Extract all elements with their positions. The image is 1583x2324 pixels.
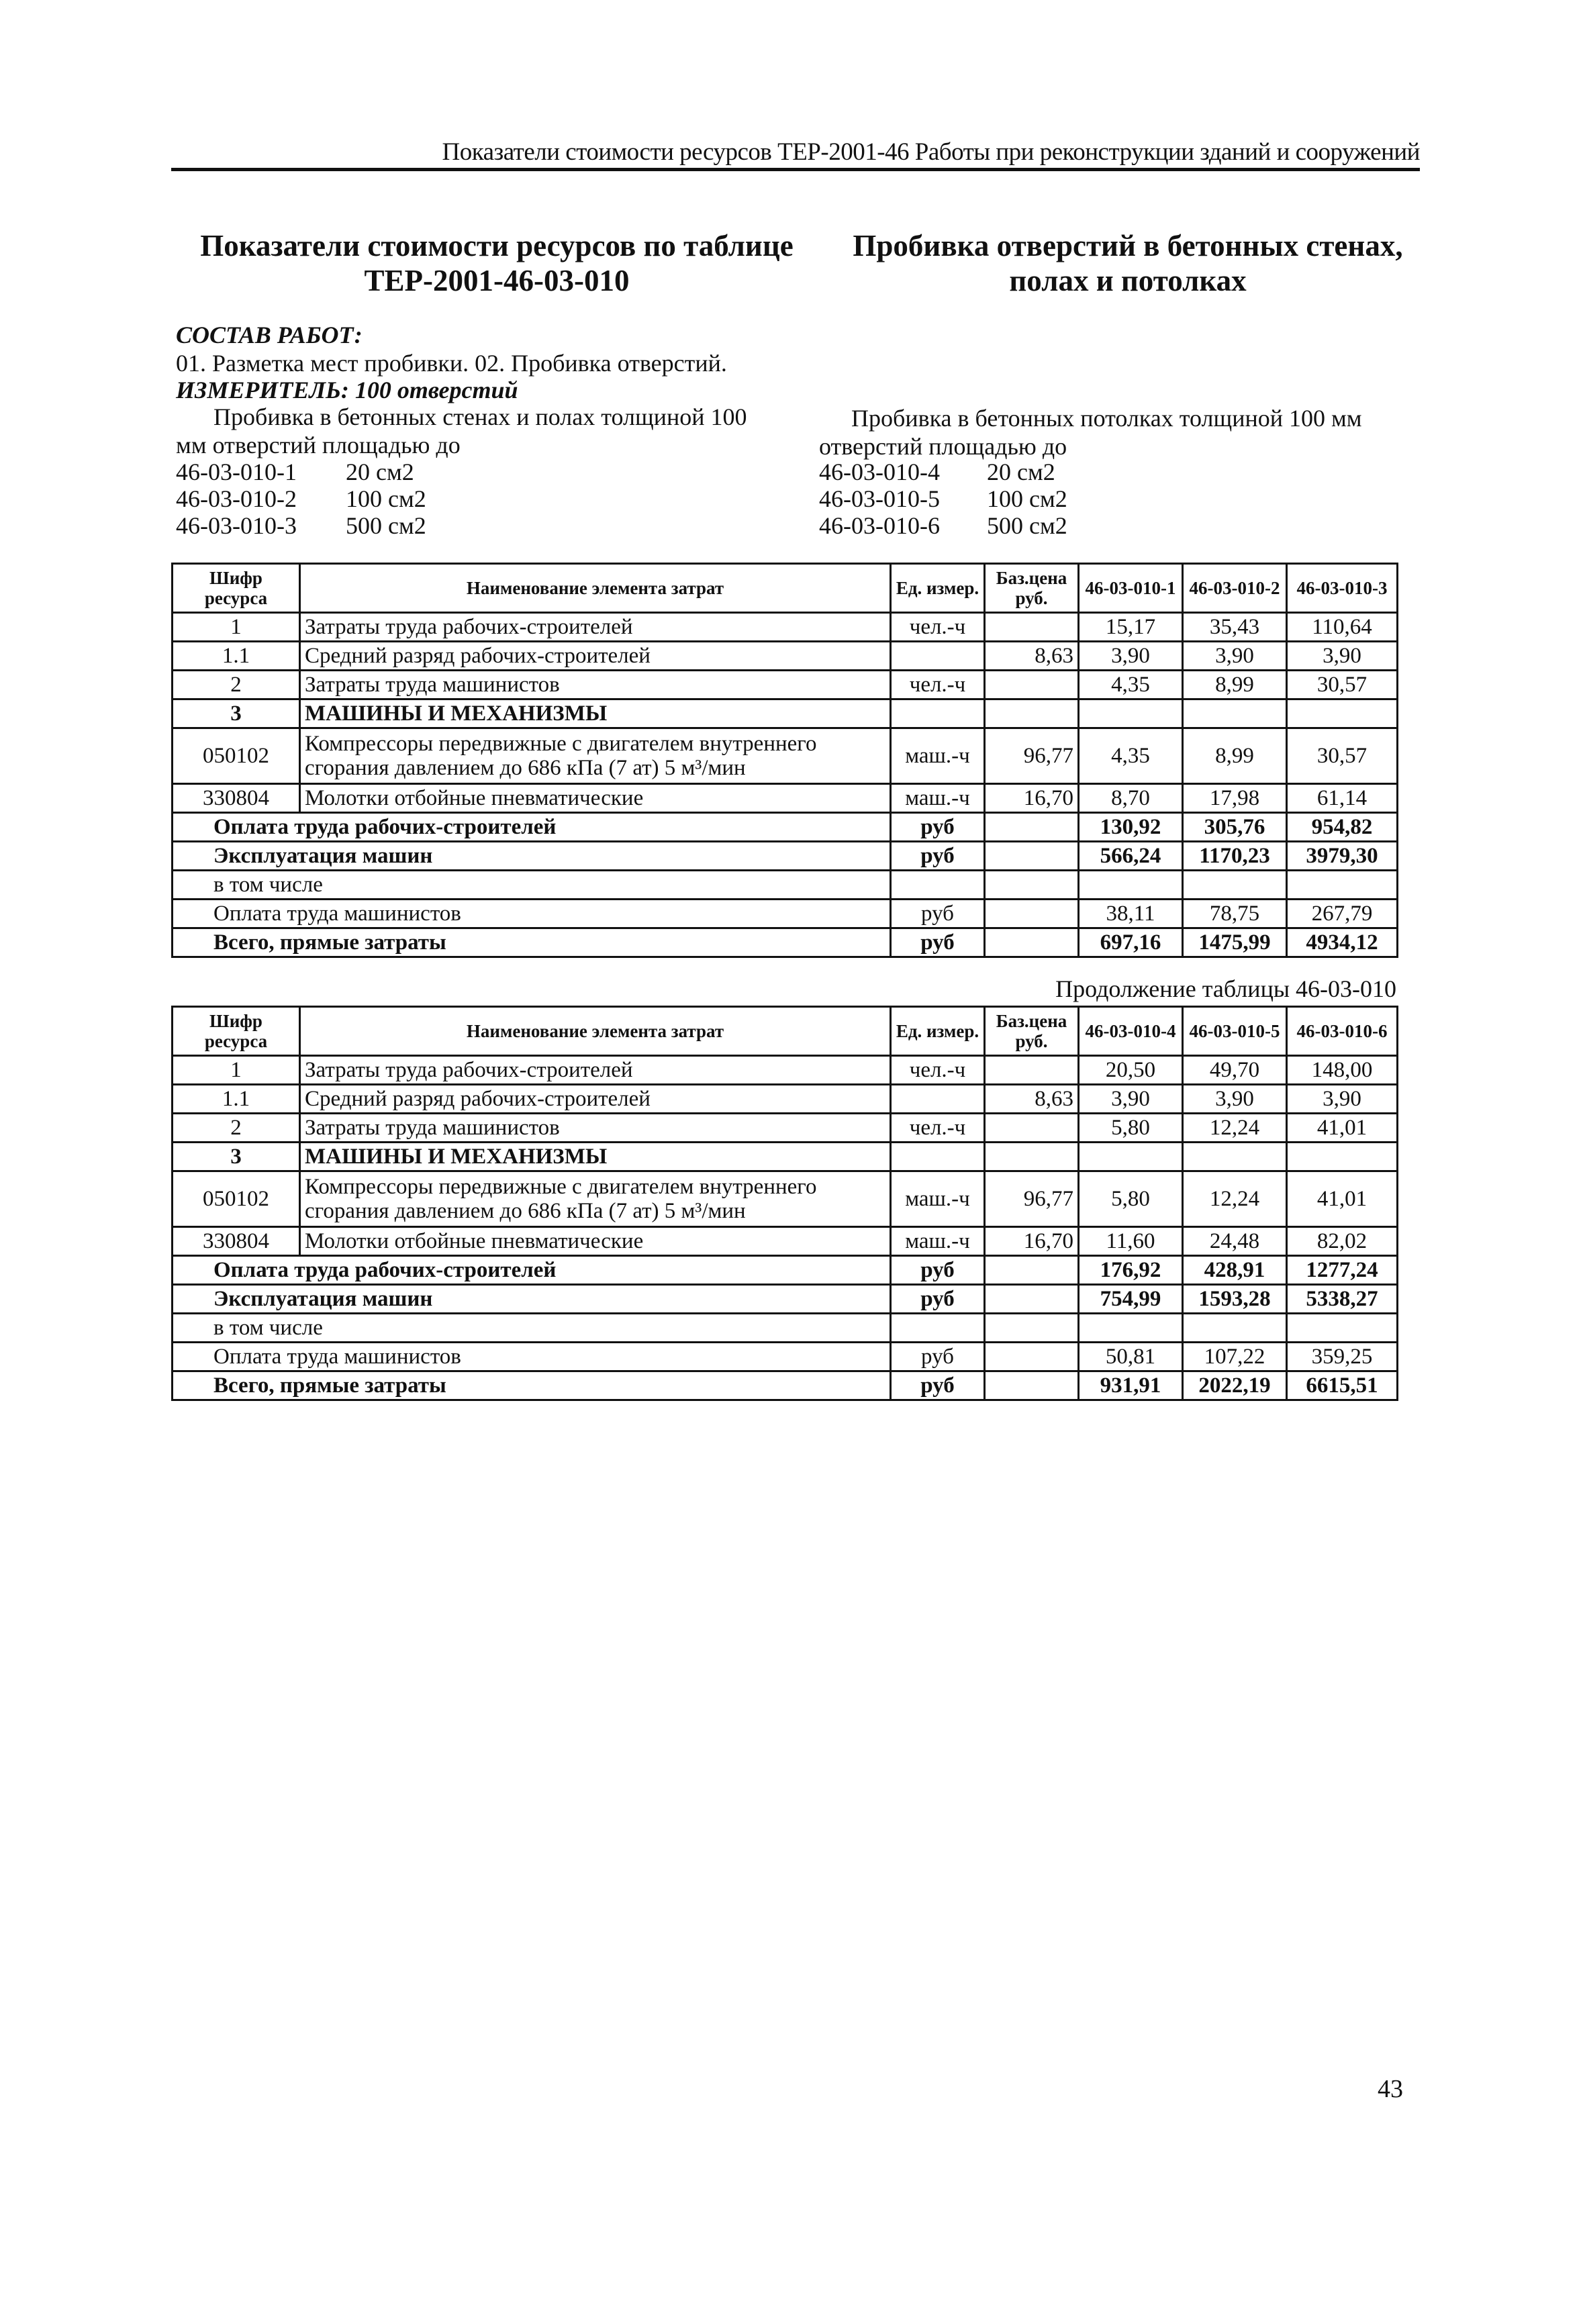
table-row	[173, 1114, 1398, 1143]
code-left-3: 46-03-010-3	[176, 512, 297, 539]
table-cell: маш.-ч	[891, 784, 985, 813]
total-label: Эксплуатация машин	[173, 842, 891, 871]
table-cell: 6615,51	[1287, 1371, 1398, 1400]
table-cell: 2	[173, 671, 300, 699]
table-cell: чел.-ч	[891, 1056, 985, 1085]
table-cell: 3,90	[1079, 642, 1183, 671]
table-total-row	[173, 842, 1398, 871]
table-cell	[985, 1056, 1079, 1085]
table-cell	[1079, 871, 1183, 900]
table-row	[173, 642, 1398, 671]
table-cell: 1277,24	[1287, 1256, 1398, 1285]
table-cell: 176,92	[1079, 1256, 1183, 1285]
table-cell: 50,81	[1079, 1343, 1183, 1371]
table-cell: 5338,27	[1287, 1285, 1398, 1314]
table-cell: 38,11	[1079, 900, 1183, 928]
table-cell: 1	[173, 1056, 300, 1085]
table-row	[173, 1227, 1398, 1256]
left-description: Пробивка в бетонных стенах и полах толщиной 100 мм отверстий площадью до	[176, 403, 747, 458]
table-row	[173, 1056, 1398, 1085]
table-cell: 3	[173, 1143, 300, 1171]
table-cell	[1183, 871, 1287, 900]
table-row	[173, 1085, 1398, 1114]
table-row	[173, 699, 1398, 728]
table-cell: 15,17	[1079, 613, 1183, 642]
table-total-row	[173, 871, 1398, 900]
table-cell: 41,01	[1287, 1171, 1398, 1227]
table-cell: 954,82	[1287, 813, 1398, 842]
table-total-row	[173, 1314, 1398, 1343]
table-cell: чел.-ч	[891, 1114, 985, 1143]
works-text: 01. Разметка мест пробивки. 02. Пробивка отверстий.	[176, 350, 727, 377]
table-cell	[1079, 1143, 1183, 1171]
resource-table-1	[171, 563, 1398, 958]
table-cell: МАШИНЫ И МЕХАНИЗМЫ	[300, 699, 891, 728]
table-cell: Затраты труда машинистов	[300, 1114, 891, 1143]
running-header: Показатели стоимости ресурсов ТЕР-2001-46 Работы при реконструкции зданий и сооружений	[442, 138, 1420, 166]
table-cell: 754,99	[1079, 1285, 1183, 1314]
table-cell: 8,99	[1183, 728, 1287, 784]
table-cell: 30,57	[1287, 671, 1398, 699]
area-left-3: 500 см2	[346, 512, 426, 539]
table-cell: 1	[173, 613, 300, 642]
table-cell: 24,48	[1183, 1227, 1287, 1256]
table-cell: 8,63	[985, 642, 1079, 671]
table-cell: 16,70	[985, 784, 1079, 813]
table-cell	[985, 900, 1079, 928]
table-cell: Затраты труда рабочих-строителей	[300, 613, 891, 642]
table-cell: 2022,19	[1183, 1371, 1287, 1400]
table-cell: руб	[891, 813, 985, 842]
table-cell	[1183, 1314, 1287, 1343]
table-cell	[985, 1343, 1079, 1371]
code-right-1: 46-03-010-4	[819, 458, 940, 485]
table-cell: 130,92	[1079, 813, 1183, 842]
header-rule	[171, 168, 1420, 171]
table-cell: руб	[891, 842, 985, 871]
table-cell	[1183, 1143, 1287, 1171]
table-total-row	[173, 1285, 1398, 1314]
area-right-2: 100 см2	[987, 485, 1067, 512]
col-header: 46-03-010-6	[1287, 1007, 1398, 1056]
table-cell: 4934,12	[1287, 928, 1398, 957]
table-cell	[985, 1114, 1079, 1143]
total-label: Оплата труда машинистов	[173, 1343, 891, 1371]
table-cell: 3,90	[1183, 642, 1287, 671]
table-cell: 330804	[173, 1227, 300, 1256]
code-left-1: 46-03-010-1	[176, 458, 297, 485]
table-cell	[985, 1371, 1079, 1400]
area-left-2: 100 см2	[346, 485, 426, 512]
table-total-row	[173, 1256, 1398, 1285]
table-cell: Средний разряд рабочих-строителей	[300, 1085, 891, 1114]
col-header: 46-03-010-4	[1079, 1007, 1183, 1056]
table-header-row	[173, 1007, 1398, 1056]
table-cell: 3,90	[1287, 1085, 1398, 1114]
area-left-1: 20 см2	[346, 458, 414, 485]
table-cell: Молотки отбойные пневматические	[300, 1227, 891, 1256]
table-cell	[1287, 1314, 1398, 1343]
col-header: Баз.цена руб.	[985, 1007, 1079, 1056]
table-cell: 20,50	[1079, 1056, 1183, 1085]
table-cell: 107,22	[1183, 1343, 1287, 1371]
table-cell	[985, 671, 1079, 699]
total-label: в том числе	[173, 871, 891, 900]
table-cell: 16,70	[985, 1227, 1079, 1256]
table-row	[173, 784, 1398, 813]
title-left: Показатели стоимости ресурсов по таблице ТЕР-2001-46-03-010	[200, 229, 794, 297]
total-label: Всего, прямые затраты	[173, 1371, 891, 1400]
col-header: Шифр ресурса	[173, 564, 300, 613]
table-cell: маш.-ч	[891, 1227, 985, 1256]
table-cell	[891, 871, 985, 900]
col-header: Баз.цена руб.	[985, 564, 1079, 613]
title-right: Пробивка отверстий в бетонных стенах, полах и потолках	[853, 229, 1403, 297]
col-header: 46-03-010-5	[1183, 1007, 1287, 1056]
table-cell: руб	[891, 1343, 985, 1371]
table-total-row	[173, 1343, 1398, 1371]
table-cell: руб	[891, 1285, 985, 1314]
table-cell: 61,14	[1287, 784, 1398, 813]
table-cell: 1170,23	[1183, 842, 1287, 871]
col-header: Наименование элемента затрат	[300, 1007, 891, 1056]
table-cell: 78,75	[1183, 900, 1287, 928]
table-cell: 8,99	[1183, 671, 1287, 699]
table-cell: чел.-ч	[891, 671, 985, 699]
col-header: 46-03-010-1	[1079, 564, 1183, 613]
table-cell	[891, 1085, 985, 1114]
code-left-2: 46-03-010-2	[176, 485, 297, 512]
table-total-row	[173, 928, 1398, 957]
table-cell	[891, 1314, 985, 1343]
table-cell: 96,77	[985, 728, 1079, 784]
table-cell: руб	[891, 1371, 985, 1400]
table-cell: 8,63	[985, 1085, 1079, 1114]
table-cell	[1079, 699, 1183, 728]
table-cell: 12,24	[1183, 1171, 1287, 1227]
table-cell: 428,91	[1183, 1256, 1287, 1285]
table-cell: 697,16	[1079, 928, 1183, 957]
col-header: 46-03-010-3	[1287, 564, 1398, 613]
col-header: 46-03-010-2	[1183, 564, 1287, 613]
table-cell: 305,76	[1183, 813, 1287, 842]
table-cell: 931,91	[1079, 1371, 1183, 1400]
table-cell: 5,80	[1079, 1114, 1183, 1143]
table-cell: 1.1	[173, 1085, 300, 1114]
table-cell: 96,77	[985, 1171, 1079, 1227]
table-cell: Средний разряд рабочих-строителей	[300, 642, 891, 671]
table-cell	[891, 1143, 985, 1171]
table-cell: 3979,30	[1287, 842, 1398, 871]
table-cell	[1287, 871, 1398, 900]
table-cell: 566,24	[1079, 842, 1183, 871]
table-cell	[891, 642, 985, 671]
table-cell: 4,35	[1079, 728, 1183, 784]
table-cell: 1593,28	[1183, 1285, 1287, 1314]
col-header: Ед. измер.	[891, 1007, 985, 1056]
table-cell: 148,00	[1287, 1056, 1398, 1085]
table-cell	[985, 871, 1079, 900]
total-label: в том числе	[173, 1314, 891, 1343]
table-cell: 30,57	[1287, 728, 1398, 784]
table-cell: маш.-ч	[891, 1171, 985, 1227]
table-cell: руб	[891, 1256, 985, 1285]
meter-label: ИЗМЕРИТЕЛЬ: 100 отверстий	[176, 377, 518, 403]
table-cell: 330804	[173, 784, 300, 813]
table-cell	[1079, 1314, 1183, 1343]
table-cell: 359,25	[1287, 1343, 1398, 1371]
table-row	[173, 613, 1398, 642]
table-cell: 1475,99	[1183, 928, 1287, 957]
table-cell	[891, 699, 985, 728]
table-cell: Затраты труда машинистов	[300, 671, 891, 699]
table-row	[173, 728, 1398, 784]
table-cell	[985, 1256, 1079, 1285]
table-cell: чел.-ч	[891, 613, 985, 642]
total-label: Всего, прямые затраты	[173, 928, 891, 957]
table-cell	[985, 842, 1079, 871]
page-number: 43	[1378, 2075, 1403, 2103]
table-cell: 5,80	[1079, 1171, 1183, 1227]
table-cell: руб	[891, 928, 985, 957]
col-header: Шифр ресурса	[173, 1007, 300, 1056]
table-cell: 3	[173, 699, 300, 728]
table-row	[173, 1143, 1398, 1171]
table-cell	[985, 1143, 1079, 1171]
table-row	[173, 671, 1398, 699]
right-description: Пробивка в бетонных потолках толщиной 100 мм отверстий площадью до	[819, 405, 1362, 460]
table-cell: 12,24	[1183, 1114, 1287, 1143]
area-right-1: 20 см2	[987, 458, 1055, 485]
table-cell: Молотки отбойные пневматические	[300, 784, 891, 813]
table-total-row	[173, 900, 1398, 928]
table-cell: 17,98	[1183, 784, 1287, 813]
table-cell: руб	[891, 900, 985, 928]
total-label: Оплата труда рабочих-строителей	[173, 813, 891, 842]
table-cell: 49,70	[1183, 1056, 1287, 1085]
table-cell: 82,02	[1287, 1227, 1398, 1256]
col-header: Наименование элемента затрат	[300, 564, 891, 613]
table-cell	[985, 1314, 1079, 1343]
table-cell	[1287, 699, 1398, 728]
table-cell	[985, 613, 1079, 642]
table-cell: 3,90	[1287, 642, 1398, 671]
table-cell: 1.1	[173, 642, 300, 671]
table-cell: 35,43	[1183, 613, 1287, 642]
table-cell	[985, 813, 1079, 842]
table-cell: 41,01	[1287, 1114, 1398, 1143]
table-cell: 3,90	[1183, 1085, 1287, 1114]
code-right-3: 46-03-010-6	[819, 512, 940, 539]
table-cell	[985, 928, 1079, 957]
code-right-2: 46-03-010-5	[819, 485, 940, 512]
table-cell	[1183, 699, 1287, 728]
table-cell: 4,35	[1079, 671, 1183, 699]
table-cell: 8,70	[1079, 784, 1183, 813]
col-header: Ед. измер.	[891, 564, 985, 613]
table-cell: 050102	[173, 728, 300, 784]
table-cell: 3,90	[1079, 1085, 1183, 1114]
continuation-label: Продолжение таблицы 46-03-010	[1055, 975, 1396, 1002]
area-right-3: 500 см2	[987, 512, 1067, 539]
table-total-row	[173, 813, 1398, 842]
table-cell: Компрессоры передвижные с двигателем внутреннего сгорания давлением до 686 кПа (7 ат) 5 м³/мин	[300, 1171, 891, 1227]
works-label: СОСТАВ РАБОТ:	[176, 322, 363, 348]
table-cell: 11,60	[1079, 1227, 1183, 1256]
resource-table-2	[171, 1006, 1398, 1401]
table-cell	[985, 699, 1079, 728]
table-row	[173, 1171, 1398, 1227]
table-cell: 2	[173, 1114, 300, 1143]
table-cell	[985, 1285, 1079, 1314]
total-label: Эксплуатация машин	[173, 1285, 891, 1314]
table-cell: 267,79	[1287, 900, 1398, 928]
total-label: Оплата труда рабочих-строителей	[173, 1256, 891, 1285]
table-cell: Компрессоры передвижные с двигателем внутреннего сгорания давлением до 686 кПа (7 ат) 5 м³/мин	[300, 728, 891, 784]
table-header-row	[173, 564, 1398, 613]
table-cell: маш.-ч	[891, 728, 985, 784]
table-cell: МАШИНЫ И МЕХАНИЗМЫ	[300, 1143, 891, 1171]
table-cell: Затраты труда рабочих-строителей	[300, 1056, 891, 1085]
table-cell	[1287, 1143, 1398, 1171]
total-label: Оплата труда машинистов	[173, 900, 891, 928]
table-cell: 050102	[173, 1171, 300, 1227]
table-total-row	[173, 1371, 1398, 1400]
table-cell: 110,64	[1287, 613, 1398, 642]
